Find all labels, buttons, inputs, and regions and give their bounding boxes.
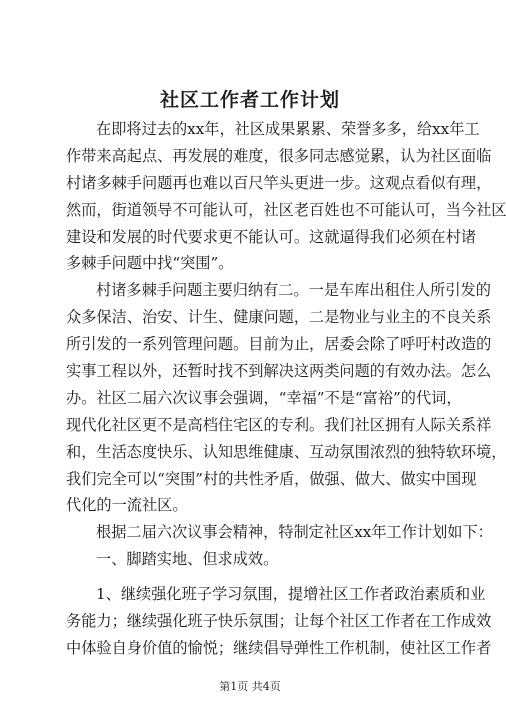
page-number: 第1页 共4页 <box>219 680 281 693</box>
paragraph-line: 众多保洁、治安、计生、健康问题，二是物业与业主的不良关系 <box>66 308 492 327</box>
paragraph-line: 在即将过去的xx年，社区成果累累、荣誉多多，给xx年工 <box>96 120 480 138</box>
paragraph-line: 代化的一流社区。 <box>66 496 188 515</box>
paragraph-line: 多棘手问题中找“突围”。 <box>66 254 234 273</box>
section-heading: 一、脚踏实地、但求成效。 <box>96 550 279 569</box>
paragraph-line: 根据二届六次议事会精神，特制定社区xx年工作计划如下： <box>96 523 493 542</box>
paragraph-line: 1、继续强化班子学习氛围，提增社区工作者政治素质和业 <box>96 585 486 604</box>
paragraph-line: 中体验自身价值的愉悦；继续倡导弹性工作机制，使社区工作者 <box>66 638 492 657</box>
paragraph-line: 所引发的一系列管理问题。目前为止，居委会除了呼吁村改造的 <box>66 335 492 354</box>
paragraph-line: 建设和发展的时代要求更不能认可。这就逼得我们必须在村诸 <box>66 227 477 246</box>
paragraph-line: 然而，街道领导不可能认可，社区老百姓也不可能认可，当今社区 <box>66 200 506 219</box>
paragraph-line: 实事工程以外，还暂时找不到解决这两类问题的有效办法。怎么 <box>66 362 492 381</box>
paragraph-line: 作带来高起点、再发展的难度，很多同志感觉累，认为社区面临 <box>66 146 492 165</box>
document-title: 社区工作者工作计划 <box>159 89 340 111</box>
document-body <box>66 116 506 662</box>
paragraph-line: 村诸多棘手问题主要归纳有二。一是车库出租住人所引发的 <box>96 281 491 300</box>
paragraph-line: 和，生活态度快乐、认知思维健康、互动氛围浓烈的独特软环境， <box>66 442 506 461</box>
paragraph-line: 村诸多棘手问题再也难以百尺竿头更进一步。这观点看似有理， <box>66 173 492 192</box>
paragraph-line: 现代化社区更不是高档住宅区的专利。我们社区拥有人际关系祥 <box>66 415 492 434</box>
paragraph-line: 务能力；继续强化班子快乐氛围；让每个社区工作者在工作成效 <box>66 612 492 631</box>
paragraph-line: 我们完全可以“突围”村的共性矛盾，做强、做大、做实中国现 <box>66 469 477 488</box>
paragraph-line: 办。社区二届六次议事会强调，“幸福”不是“富裕”的代词， <box>66 388 462 407</box>
